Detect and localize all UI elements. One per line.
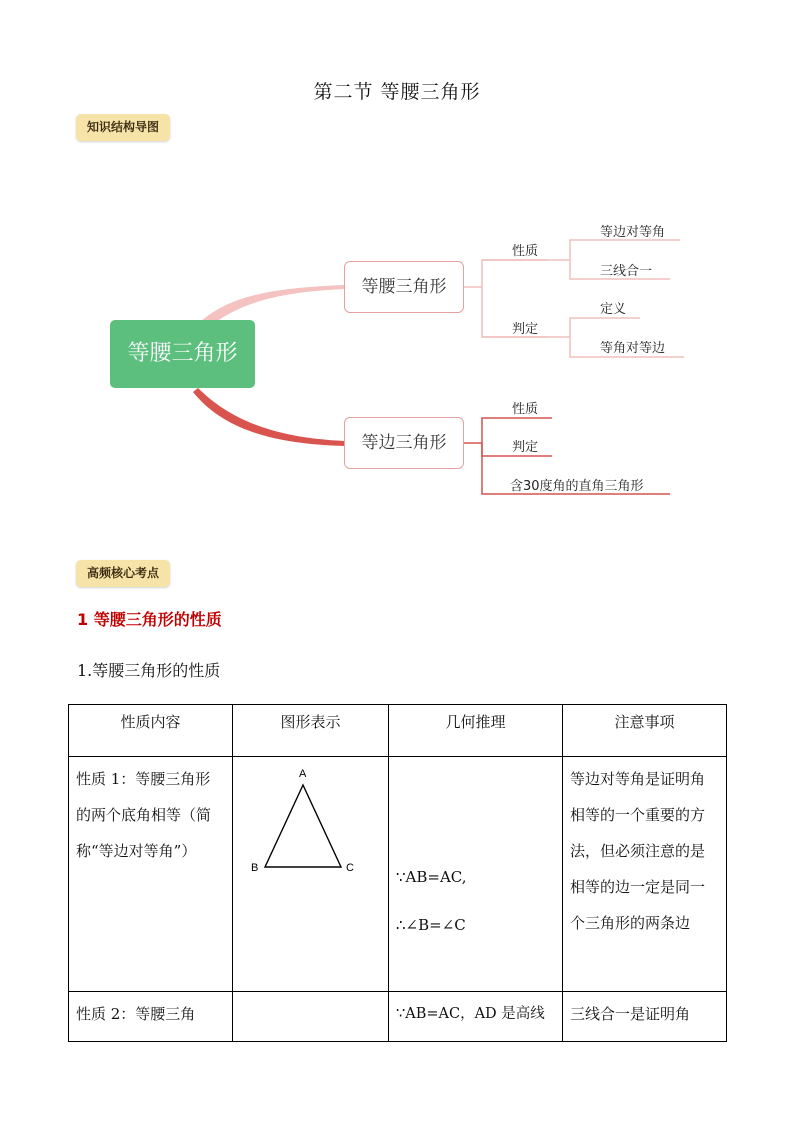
mind-map-group-properties: 性质 — [512, 244, 539, 259]
table-header: 几何推理 — [389, 705, 563, 757]
properties-table — [68, 704, 727, 1042]
mind-map-leaf: 性质 — [512, 402, 539, 417]
reasoning-cell — [389, 757, 563, 992]
page-title: 第二节 等腰三角形 — [313, 81, 481, 103]
note-cell: 三线合一是证明角 — [563, 992, 727, 1042]
mind-map-leaf: 判定 — [512, 440, 539, 455]
mind-map-leaf: 三线合一 — [600, 264, 653, 279]
table-header-row — [69, 705, 727, 757]
property-content: 性质 1：等腰三角形的两个底角相等（简称“等边对等角”） — [69, 757, 233, 992]
triangle-figure — [233, 757, 388, 987]
reasoning-line: ∴∠B=∠C — [396, 916, 466, 934]
mind-map-leaf: 含30度角的直角三角形 — [510, 479, 644, 494]
mind-map-leaf: 定义 — [600, 302, 627, 317]
mind-map-branch-equilateral: 等边三角形 — [344, 417, 464, 469]
mind-map-root: 等腰三角形 — [110, 320, 255, 388]
mind-map-branch-isosceles: 等腰三角形 — [344, 261, 464, 313]
table-header: 性质内容 — [69, 705, 233, 757]
section-heading: 1 等腰三角形的性质 — [77, 610, 222, 629]
reasoning-line: ∵AB=AC, — [396, 868, 467, 886]
vertex-label-a: A — [299, 768, 307, 780]
knowledge-map-tag: 知识结构导图 — [76, 114, 170, 141]
table-row — [69, 757, 727, 992]
property-content: 性质 2：等腰三角 — [69, 992, 233, 1042]
table-header: 注意事项 — [563, 705, 727, 757]
mind-map-group-criteria: 判定 — [512, 322, 539, 337]
vertex-label-b: B — [251, 862, 259, 874]
mind-map-leaf: 等角对等边 — [600, 341, 666, 356]
section-subheading: 1.等腰三角形的性质 — [77, 661, 221, 680]
mind-map-leaf: 等边对等角 — [600, 225, 666, 240]
reasoning-cell: ∵AB=AC，AD 是高线 — [389, 992, 563, 1042]
figure-cell — [233, 757, 389, 992]
key-points-tag: 高频核心考点 — [76, 560, 170, 587]
table-row — [69, 992, 727, 1042]
vertex-label-c: C — [346, 862, 354, 874]
note-cell: 等边对等角是证明角相等的一个重要的方法，但必须注意的是相等的边一定是同一个三角形的两条边 — [563, 757, 727, 992]
figure-cell — [233, 992, 389, 1042]
table-header: 图形表示 — [233, 705, 389, 757]
